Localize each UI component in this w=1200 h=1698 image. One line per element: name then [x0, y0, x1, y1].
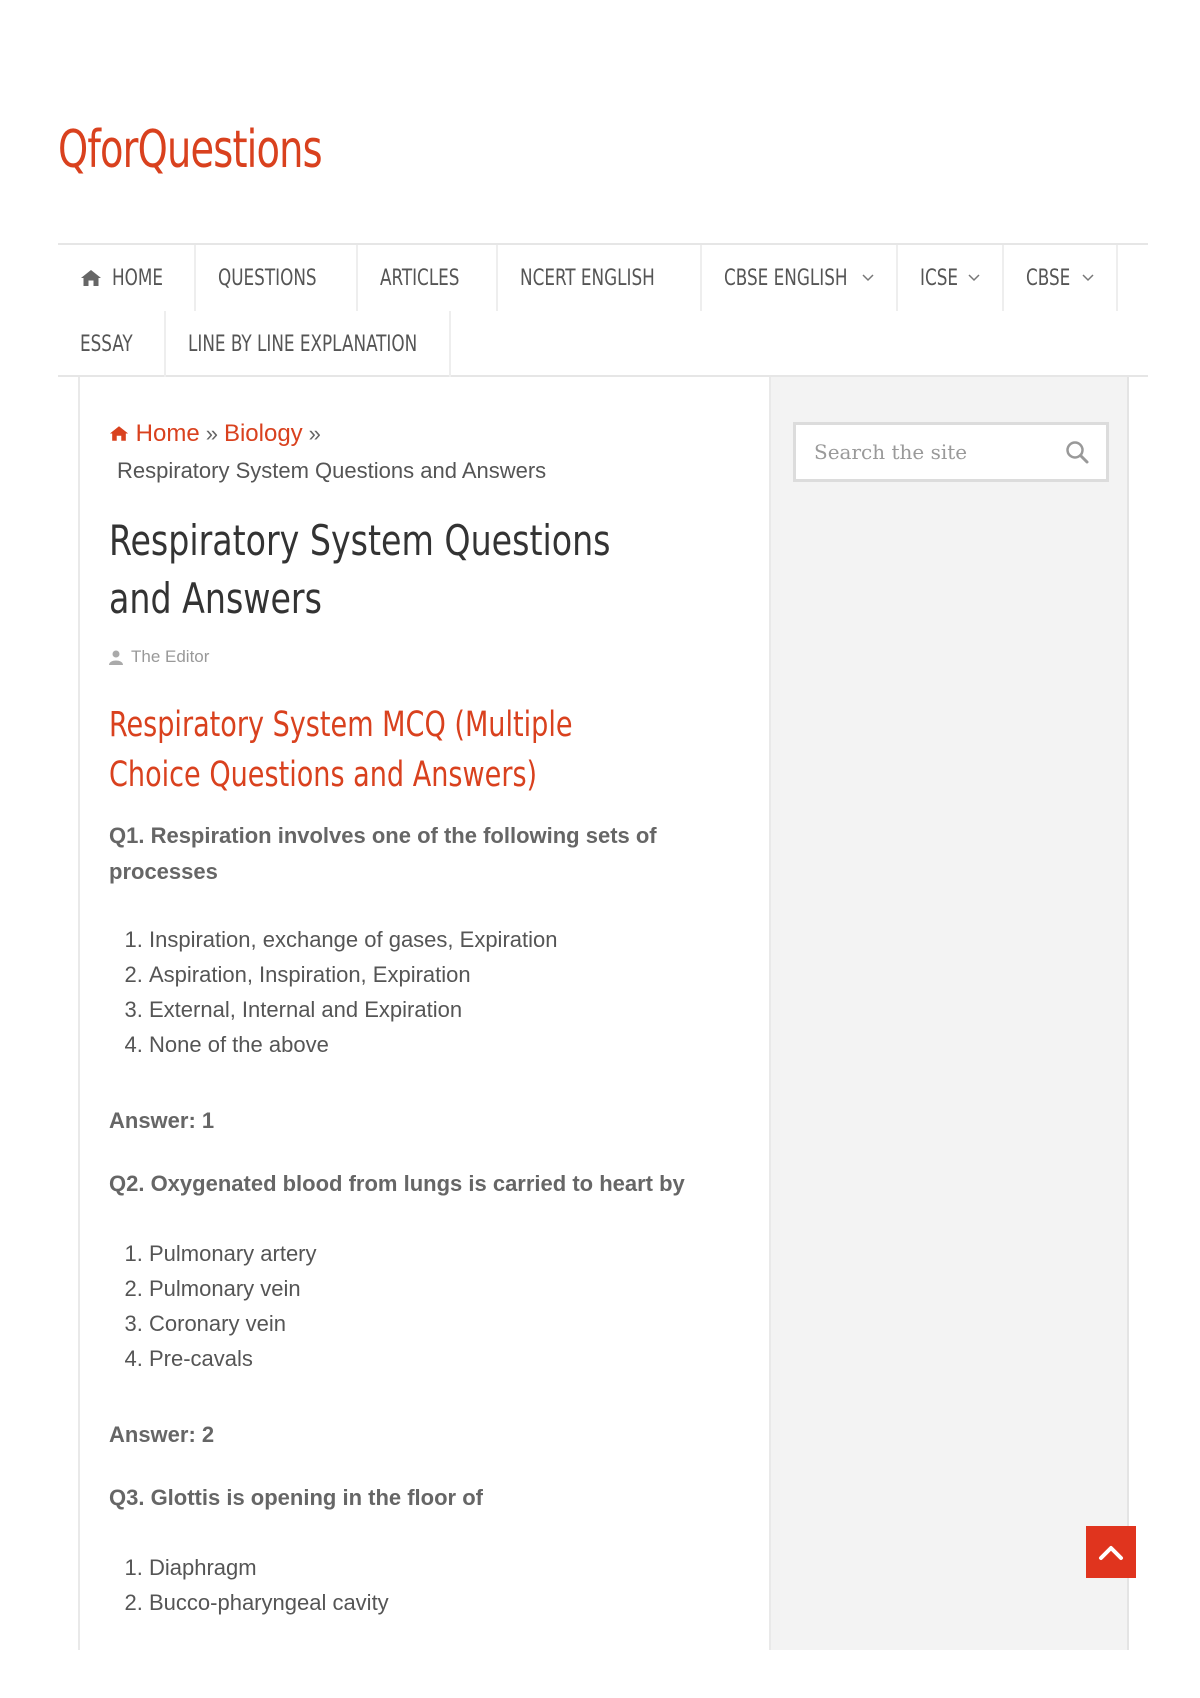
question-2-options: [109, 1236, 317, 1376]
user-icon: [109, 650, 123, 665]
nav-item-questions[interactable]: [196, 245, 358, 311]
nav-item-cbse[interactable]: [1004, 245, 1118, 311]
option: 4. Pre-cavals: [149, 1341, 317, 1376]
author-meta: [109, 647, 209, 667]
page-title: Respiratory System Questions and Answers: [109, 516, 611, 623]
breadcrumb: [109, 420, 327, 448]
nav-row-1: [58, 245, 1118, 311]
nav-item-home[interactable]: [58, 245, 196, 311]
back-to-top-button[interactable]: [1086, 1526, 1136, 1578]
nav-item-icse[interactable]: [898, 245, 1005, 311]
answer-2: Answer: 2: [109, 1422, 215, 1447]
search-icon[interactable]: [1064, 439, 1090, 465]
option: 4. None of the above: [149, 1027, 557, 1062]
chevron-up-icon: [1098, 1543, 1124, 1561]
option: 3. Coronary vein: [149, 1306, 317, 1341]
nav-item-label: CBSE: [1026, 265, 1071, 291]
nav-item-cbse-english[interactable]: [702, 245, 897, 311]
option: 1. Diaphragm: [149, 1550, 389, 1585]
breadcrumb-biology-link[interactable]: Biology: [223, 420, 303, 447]
home-icon: [80, 269, 102, 287]
nav-item-label: NCERT ENGLISH: [519, 265, 655, 291]
nav-item-essay[interactable]: [58, 311, 166, 377]
nav-item-label: ICSE: [919, 265, 958, 291]
option: 1. Pulmonary artery: [149, 1236, 317, 1271]
nav-item-line-by-line[interactable]: [166, 311, 451, 377]
nav-item-label: LINE BY LINE EXPLANATION: [187, 331, 418, 357]
nav-item-label: QUESTIONS: [218, 265, 317, 291]
nav-item-label: ARTICLES: [380, 265, 460, 291]
home-icon: [109, 425, 129, 442]
nav-item-articles[interactable]: [358, 245, 498, 311]
nav-item-ncert-english[interactable]: [498, 245, 703, 311]
search-box[interactable]: [793, 422, 1109, 482]
chevron-down-icon: [862, 274, 874, 282]
author-name[interactable]: The Editor: [131, 647, 210, 666]
breadcrumb-separator: »: [205, 421, 218, 446]
breadcrumb-home-link[interactable]: Home: [135, 420, 200, 447]
nav-row-2: [58, 311, 451, 377]
nav-item-label: ESSAY: [80, 331, 133, 357]
option: 2. Bucco-pharyngeal cavity: [149, 1585, 389, 1620]
breadcrumb-separator: »: [308, 421, 321, 446]
question-3: Q3. Glottis is opening in the floor of: [109, 1485, 483, 1510]
nav-item-label: CBSE ENGLISH: [724, 265, 848, 291]
question-1: Q1. Respiration involves one of the following sets of processes: [109, 823, 657, 884]
chevron-down-icon: [1082, 274, 1094, 282]
main-navigation: [58, 243, 1148, 377]
answer-1: Answer: 1: [109, 1108, 215, 1133]
option: 3. External, Internal and Expiration: [149, 992, 557, 1027]
option: 2. Pulmonary vein: [149, 1271, 317, 1306]
chevron-down-icon: [968, 274, 980, 282]
section-heading: Respiratory System MCQ (Multiple Choice Questions and Answers): [109, 705, 573, 795]
option: 2. Aspiration, Inspiration, Expiration: [149, 957, 557, 992]
breadcrumb-current: Respiratory System Questions and Answers: [117, 458, 547, 483]
question-1-options: [109, 922, 557, 1062]
question-3-options: [109, 1550, 389, 1620]
question-2: Q2. Oxygenated blood from lungs is carried to heart by: [109, 1171, 685, 1196]
site-title[interactable]: QforQuestions: [58, 120, 322, 180]
option: 1. Inspiration, exchange of gases, Expiration: [149, 922, 557, 957]
nav-item-label: HOME: [112, 265, 164, 291]
sidebar: [771, 377, 1129, 1650]
search-input[interactable]: [812, 439, 1056, 465]
